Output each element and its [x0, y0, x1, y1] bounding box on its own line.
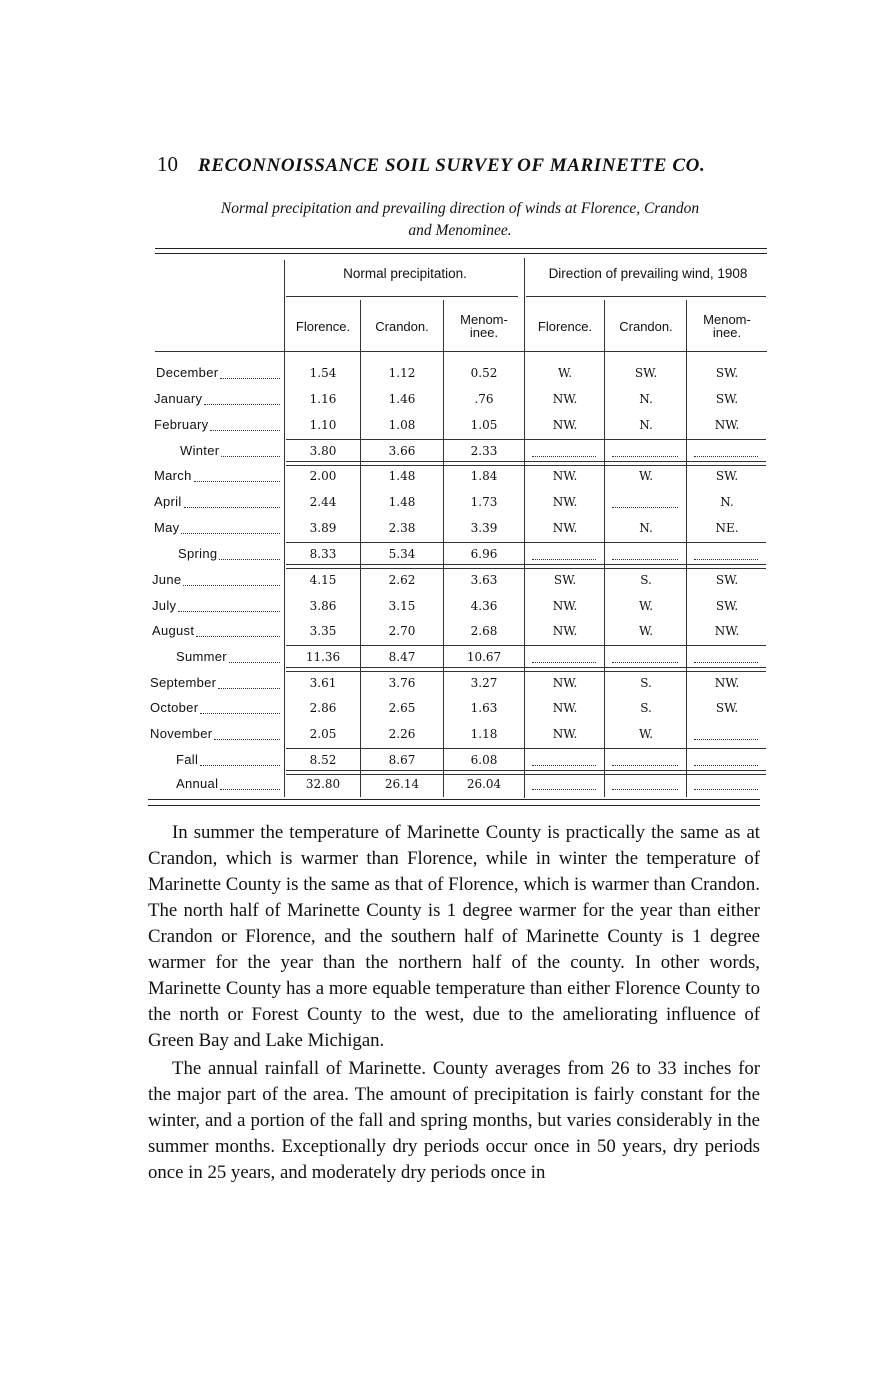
precip-value: 11.36 — [305, 650, 341, 664]
dot-leader — [220, 789, 280, 790]
empty-cell-leader — [612, 765, 678, 766]
empty-cell-leader — [532, 789, 596, 790]
page-number: 10 — [157, 152, 178, 176]
row-label: November — [150, 726, 213, 741]
table-top-rule — [155, 248, 767, 249]
precip-value: 3.80 — [309, 444, 337, 458]
precip-value: 3.61 — [309, 676, 337, 690]
precip-value: 8.33 — [309, 547, 337, 561]
wind-direction: W. — [638, 624, 654, 638]
precip-value: 1.63 — [470, 701, 498, 715]
wind-direction: S. — [640, 701, 652, 715]
col-header-menominee — [445, 313, 523, 339]
precip-value: .76 — [474, 392, 494, 406]
precip-value: 1.54 — [309, 366, 337, 380]
wind-direction: SW. — [715, 392, 739, 406]
subtotal-rule — [286, 542, 766, 543]
precip-value: 1.48 — [388, 469, 416, 483]
wind-direction: S. — [640, 573, 652, 587]
precip-value: 1.73 — [470, 495, 498, 509]
wind-direction: NE. — [715, 521, 739, 535]
wind-direction: SW. — [553, 573, 577, 587]
table-caption-line-1: Normal precipitation and prevailing direction of winds at Florence, Crandon — [220, 200, 700, 217]
precip-value: 6.08 — [470, 753, 498, 767]
dot-leader — [229, 662, 280, 663]
empty-cell-leader — [694, 739, 758, 740]
wind-direction: NW. — [714, 624, 740, 638]
empty-cell-leader — [694, 662, 758, 663]
precip-value: 26.14 — [384, 777, 420, 791]
precip-value: 8.67 — [388, 753, 416, 767]
wind-direction: N. — [720, 495, 734, 509]
empty-cell-leader — [694, 456, 758, 457]
precip-value: 2.26 — [388, 727, 416, 741]
wind-direction: N. — [639, 418, 653, 432]
col-divider — [524, 258, 525, 798]
precip-value: 1.48 — [388, 495, 416, 509]
row-label: Summer — [176, 649, 227, 664]
wind-direction: N. — [639, 521, 653, 535]
row-label: May — [154, 520, 180, 535]
precip-value: 10.67 — [466, 650, 502, 664]
subtotal-double-rule — [286, 568, 766, 569]
group-header-wind: Direction of prevailing wind, 1908 — [548, 266, 748, 281]
precip-value: 0.52 — [470, 366, 498, 380]
body-text — [148, 820, 760, 1186]
precip-value: 5.34 — [388, 547, 416, 561]
precip-value: 3.35 — [309, 624, 337, 638]
wind-direction: SW. — [634, 366, 658, 380]
precip-value: 3.15 — [388, 599, 416, 613]
precip-value: 3.86 — [309, 599, 337, 613]
dot-leader — [200, 713, 280, 714]
precip-value: 2.38 — [388, 521, 416, 535]
precip-value: 2.33 — [470, 444, 498, 458]
precip-value: 4.36 — [470, 599, 498, 613]
precip-value: 3.27 — [470, 676, 498, 690]
wind-direction: SW. — [715, 469, 739, 483]
wind-direction: NW. — [552, 624, 578, 638]
precip-value: 3.66 — [388, 444, 416, 458]
precip-value: 32.80 — [305, 777, 341, 791]
group-header-precipitation: Normal precipitation. — [343, 266, 467, 281]
row-label: Spring — [178, 546, 218, 561]
precip-value: 2.62 — [388, 573, 416, 587]
subtotal-double-rule — [286, 667, 766, 668]
subtotal-double-rule — [286, 671, 766, 672]
wind-direction: SW. — [715, 573, 739, 587]
group-underline — [526, 296, 766, 297]
row-label: Annual — [176, 776, 219, 791]
empty-cell-leader — [694, 789, 758, 790]
precip-value: 26.04 — [466, 777, 502, 791]
dot-leader — [181, 533, 280, 534]
precip-value: 2.00 — [309, 469, 337, 483]
wind-direction: N. — [639, 392, 653, 406]
dot-leader — [218, 688, 280, 689]
col-divider — [284, 260, 285, 797]
wind-direction: W. — [557, 366, 573, 380]
col-divider — [686, 300, 687, 797]
empty-cell-leader — [532, 559, 596, 560]
wind-direction: W. — [638, 599, 654, 613]
precip-value: 3.63 — [470, 573, 498, 587]
paragraph-1: In summer the temperature of Marinette County is practically the same as at Crandon, which is warmer than Florence, while in winter the temperature of Marinette County is the same as that of Florence, which is warmer than Crandon. The north half of Marinette County is 1 degree warmer for the year than either Crandon or Florence, and the southern half of Marinette County is 1 degree warmer for the year than the northern half of the county. In other words, Marinette County has a more equable temperature than either Florence County to the north or Forest County to the west, due to the ameliorating influence of Green Bay and Lake Michigan. — [148, 822, 760, 1051]
row-label: October — [150, 700, 199, 715]
row-label: June — [152, 572, 182, 587]
subtotal-double-rule — [286, 465, 766, 466]
row-label: September — [150, 675, 217, 690]
empty-cell-leader — [612, 789, 678, 790]
precip-value: 4.15 — [309, 573, 337, 587]
dot-leader — [183, 585, 280, 586]
wind-direction: NW. — [552, 418, 578, 432]
col-header-menominee-line1: Menom- — [460, 312, 508, 327]
dot-leader — [214, 739, 280, 740]
table-bottom-rule — [148, 799, 760, 800]
empty-cell-leader — [532, 456, 596, 457]
empty-cell-leader — [612, 662, 678, 663]
precip-value: 1.84 — [470, 469, 498, 483]
precip-value: 2.05 — [309, 727, 337, 741]
wind-direction: NW. — [552, 599, 578, 613]
table-top-rule-2 — [155, 253, 767, 254]
wind-direction: SW. — [715, 701, 739, 715]
precip-value: 2.44 — [309, 495, 337, 509]
col-divider — [604, 300, 605, 797]
precip-value: 8.47 — [388, 650, 416, 664]
wind-direction: SW. — [715, 366, 739, 380]
wind-direction: NW. — [714, 676, 740, 690]
wind-direction: NW. — [552, 676, 578, 690]
wind-direction: NW. — [714, 418, 740, 432]
empty-cell-leader — [694, 559, 758, 560]
precip-value: 2.70 — [388, 624, 416, 638]
empty-cell-leader — [612, 507, 678, 508]
empty-cell-leader — [612, 456, 678, 457]
row-label: March — [154, 468, 192, 483]
precip-value: 3.76 — [388, 676, 416, 690]
precip-value: 2.68 — [470, 624, 498, 638]
col-header-crandon: Crandon. — [375, 319, 429, 334]
precip-value: 3.39 — [470, 521, 498, 535]
precip-value: 8.52 — [309, 753, 337, 767]
empty-cell-leader — [532, 662, 596, 663]
col-header-wind-menominee-line2: inee. — [712, 325, 742, 340]
row-label: February — [154, 417, 209, 432]
col-header-florence: Florence. — [295, 319, 351, 334]
precip-value: 2.65 — [388, 701, 416, 715]
empty-cell-leader — [612, 559, 678, 560]
col-header-wind-florence: Florence. — [537, 319, 593, 334]
precip-value: 1.08 — [388, 418, 416, 432]
dot-leader — [219, 559, 280, 560]
dot-leader — [200, 765, 280, 766]
row-label: January — [154, 391, 203, 406]
row-label: Fall — [176, 752, 199, 767]
subtotal-double-rule — [286, 770, 766, 771]
dot-leader — [184, 507, 280, 508]
wind-direction: W. — [638, 469, 654, 483]
running-title: RECONNOISSANCE SOIL SURVEY OF MARINETTE CO. — [198, 155, 706, 176]
wind-direction: SW. — [715, 599, 739, 613]
dot-leader — [196, 636, 280, 637]
wind-direction: NW. — [552, 495, 578, 509]
wind-direction: NW. — [552, 521, 578, 535]
subtotal-double-rule — [286, 564, 766, 565]
row-label: April — [154, 494, 182, 509]
group-underline — [286, 296, 518, 297]
wind-direction: W. — [638, 727, 654, 741]
subtotal-double-rule — [286, 461, 766, 462]
precip-value: 1.12 — [388, 366, 416, 380]
row-label: August — [152, 623, 195, 638]
page-header — [157, 152, 767, 177]
precip-value: 1.10 — [309, 418, 337, 432]
dot-leader — [220, 378, 280, 379]
empty-cell-leader — [532, 765, 596, 766]
col-divider — [360, 300, 361, 797]
wind-direction: NW. — [552, 701, 578, 715]
row-label: Winter — [180, 443, 220, 458]
precip-value: 1.16 — [309, 392, 337, 406]
subtotal-rule — [286, 645, 766, 646]
dot-leader — [221, 456, 280, 457]
subtotal-rule — [286, 439, 766, 440]
wind-direction: S. — [640, 676, 652, 690]
col-divider — [443, 300, 444, 797]
col-header-wind-menominee-line1: Menom- — [703, 312, 751, 327]
col-header-menominee-line2: inee. — [469, 325, 499, 340]
subtotal-double-rule — [286, 774, 766, 775]
precip-value: 6.96 — [470, 547, 498, 561]
row-label: December — [156, 365, 219, 380]
table-bottom-rule-2 — [148, 805, 760, 806]
dot-leader — [178, 611, 280, 612]
col-header-wind-menominee — [688, 313, 766, 339]
wind-direction: NW. — [552, 469, 578, 483]
paragraph-2: The annual rainfall of Marinette. County averages from 26 to 33 inches for the major part of the area. The amount of precipitation is fairly constant for the winter, and a portion of the fall and spring months, but varies considerably in the summer months. Exceptionally dry periods occur once in 50 years, dry periods once in 25 years, and moderately dry periods once in — [148, 1058, 760, 1183]
table-caption-line-2: and Menominee. — [408, 222, 512, 239]
precip-value: 1.18 — [470, 727, 498, 741]
precip-value: 2.86 — [309, 701, 337, 715]
wind-direction: NW. — [552, 727, 578, 741]
wind-direction: NW. — [552, 392, 578, 406]
dot-leader — [204, 404, 280, 405]
header-bottom-rule — [155, 351, 767, 352]
precip-value: 3.89 — [309, 521, 337, 535]
row-label: July — [152, 598, 177, 613]
subtotal-rule — [286, 748, 766, 749]
col-header-wind-crandon: Crandon. — [619, 319, 673, 334]
table-caption — [150, 198, 770, 242]
dot-leader — [210, 430, 280, 431]
dot-leader — [194, 481, 280, 482]
precip-value: 1.46 — [388, 392, 416, 406]
precip-value: 1.05 — [470, 418, 498, 432]
empty-cell-leader — [694, 765, 758, 766]
